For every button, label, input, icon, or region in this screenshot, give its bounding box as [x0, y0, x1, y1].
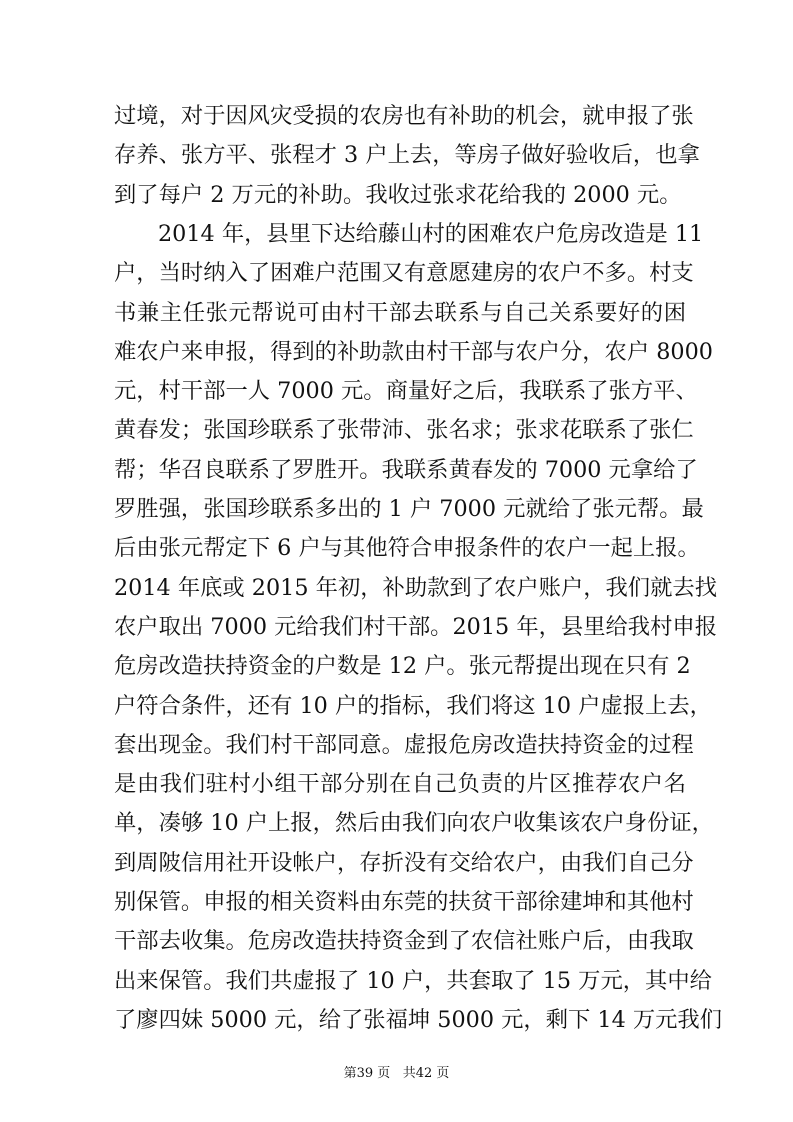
- body-line-21: 别保管。申报的相关资料由东莞的扶贫干部徐建坤和其他村: [114, 889, 694, 915]
- body-line-23: 出来保管。我们共虚报了 10 户，共套取了 15 万元，其中给: [114, 968, 712, 994]
- body-line-18: 是由我们驻村小组干部分别在自己负责的片区推荐农户名: [114, 771, 686, 797]
- footer-total-prefix: 共: [402, 1066, 416, 1081]
- body-line-20: 到周陂信用社开设帐户，存折没有交给农户，由我们自己分: [114, 850, 694, 876]
- footer-page-suffix: 页: [436, 1066, 450, 1081]
- body-line-19: 单，凑够 10 户上报，然后由我们向农户收集该农户身份证，: [114, 810, 714, 836]
- footer-page-total: 42: [415, 1066, 433, 1081]
- body-line-10: 帮；华召良联系了罗胜开。我联系黄春发的 7000 元拿给了: [114, 457, 698, 483]
- body-line-2: 存养、张方平、张程才 3 户上去，等房子做好验收后，也拿: [114, 142, 700, 168]
- body-line-7: 难农户来申报，得到的补助款由村干部与农户分，农户 8000: [114, 339, 713, 365]
- body-line-14: 农户取出 7000 元给我们村干部。2015 年，县里给我村申报: [114, 614, 717, 640]
- body-line-11: 罗胜强，张国珍联系多出的 1 户 7000 元就给了张元帮。最: [114, 496, 704, 522]
- body-line-15: 危房改造扶持资金的户数是 12 户。张元帮提出现在只有 2: [114, 653, 691, 679]
- body-line-16: 户符合条件，还有 10 户的指标，我们将这 10 户虚报上去，: [114, 693, 712, 719]
- body-line-17: 套出现金。我们村干部同意。虚报危房改造扶持资金的过程: [114, 732, 694, 758]
- body-line-3: 到了每户 2 万元的补助。我收过张求花给我的 2000 元。: [114, 182, 682, 208]
- body-line-13: 2014 年底或 2015 年初，补助款到了农户账户，我们就去找: [114, 575, 717, 601]
- body-line-9: 黄春发；张国珍联系了张带沛、张名求；张求花联系了张仁: [114, 417, 694, 443]
- page-footer: [0, 1062, 793, 1081]
- body-line-1: 过境，对于因风灾受损的农房也有补助的机会，就申报了张: [114, 103, 694, 129]
- body-line-5: 户，当时纳入了困难户范围又有意愿建房的农户不多。村支: [114, 260, 694, 286]
- footer-prefix: 第: [343, 1066, 357, 1081]
- body-line-6: 书兼主任张元帮说可由村干部去联系与自己关系要好的困: [114, 300, 686, 326]
- body-line-24: 了廖四妹 5000 元，给了张福坤 5000 元，剩下 14 万元我们: [114, 1007, 723, 1033]
- footer-page-current: 39: [356, 1066, 374, 1081]
- body-line-22: 干部去收集。危房改造扶持资金到了农信社账户后，由我取: [114, 928, 694, 954]
- body-line-4: 2014 年，县里下达给藤山村的困难农户危房改造是 11: [158, 221, 704, 247]
- body-line-12: 后由张元帮定下 6 户与其他符合申报条件的农户一起上报。: [114, 535, 700, 561]
- body-line-8: 元，村干部一人 7000 元。商量好之后，我联系了张方平、: [114, 378, 698, 404]
- footer-page-word: 页: [377, 1066, 391, 1081]
